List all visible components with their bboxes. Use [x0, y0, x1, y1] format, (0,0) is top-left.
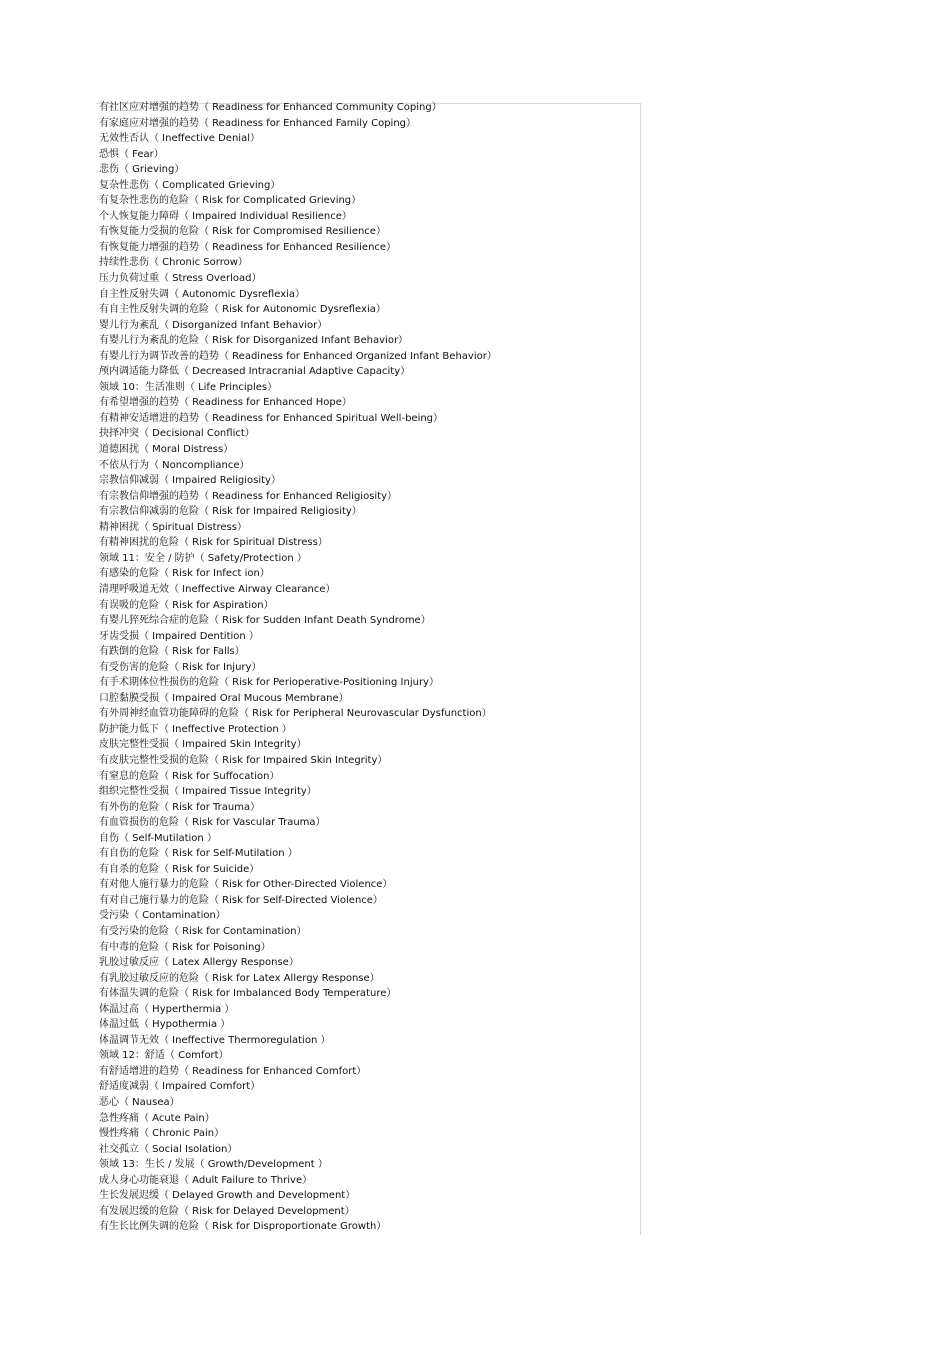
list-item: 有外周神经血管功能障碍的危险（ Risk for Peripheral Neurovascular Dysfunction） [99, 708, 492, 720]
list-item: 抉择冲突（ Decisional Conflict） [99, 428, 255, 440]
list-item: 生长发展迟缓（ Delayed Growth and Development） [99, 1190, 356, 1202]
list-item: 慢性疼痛（ Chronic Pain） [99, 1128, 225, 1140]
list-item: 有感染的危险（ Risk for Infect ion） [99, 568, 270, 580]
list-item: 道德困扰（ Moral Distress） [99, 444, 234, 456]
list-item: 有误吸的危险（ Risk for Aspiration） [99, 599, 274, 611]
list-item: 悲伤（ Grieving） [99, 164, 185, 176]
list-item: 口腔黏膜受损（ Impaired Oral Mucous Membrane） [99, 692, 349, 704]
list-item: 有皮肤完整性受损的危险（ Risk for Impaired Skin Integrity） [99, 754, 388, 766]
list-item: 社交孤立（ Social Isolation） [99, 1143, 238, 1155]
list-item: 有婴儿猝死综合症的危险（ Risk for Sudden Infant Death Syndrome） [99, 615, 431, 627]
list-item: 宗教信仰减弱（ Impaired Religiosity） [99, 475, 281, 487]
list-item: 有生长比例失调的危险（ Risk for Disproportionate Growth） [99, 1221, 387, 1233]
list-item: 无效性否认（ Ineffective Denial） [99, 133, 260, 145]
list-item: 急性疼痛（ Acute Pain） [99, 1112, 215, 1124]
list-item: 有精神安适增进的趋势（ Readiness for Enhanced Spiritual Well-being） [99, 412, 444, 424]
list-item: 持续性悲伤（ Chronic Sorrow） [99, 257, 248, 269]
list-item: 有婴儿行为调节改善的趋势（ Readiness for Enhanced Organized Infant Behavior） [99, 350, 497, 362]
list-item: 恐惧（ Fear） [99, 148, 164, 160]
list-item: 领域 10：生活准则（ Life Principles） [99, 381, 278, 393]
list-item: 有恢复能力增强的趋势（ Readiness for Enhanced Resilience） [99, 241, 397, 253]
list-item: 有宗教信仰增强的趋势（ Readiness for Enhanced Religiosity） [99, 490, 398, 502]
list-item: 有精神困扰的危险（ Risk for Spiritual Distress） [99, 537, 328, 549]
list-item: 体温过低（ Hypothermia ） [99, 1019, 231, 1031]
list-item: 有婴儿行为紊乱的危险（ Risk for Disorganized Infant Behavior） [99, 335, 409, 347]
list-item: 自主性反射失调（ Autonomic Dysreflexia） [99, 288, 306, 300]
list-item: 有社区应对增强的趋势（ Readiness for Enhanced Community Coping） [99, 102, 442, 113]
list-item: 恶心（ Nausea） [99, 1097, 180, 1108]
list-item: 有体温失调的危险（ Risk for Imbalanced Body Temperature） [99, 988, 397, 1000]
list-item: 体温调节无效（ Ineffective Thermoregulation ） [99, 1034, 331, 1046]
list-item: 婴儿行为紊乱（ Disorganized Infant Behavior） [99, 319, 328, 331]
list-item: 有自伤的危险（ Risk for Self-Mutilation ） [99, 848, 298, 860]
list-item: 领域 13：生长 / 发展（ Growth/Development ） [99, 1159, 328, 1171]
list-item: 清理呼吸道无效（ Ineffective Airway Clearance） [99, 583, 336, 595]
list-item: 复杂性悲伤（ Complicated Grieving） [99, 179, 281, 191]
list-item: 有复杂性悲伤的危险（ Risk for Complicated Grieving） [99, 195, 362, 207]
list-item: 个人恢复能力障碍（ Impaired Individual Resilience） [99, 210, 352, 222]
list-item: 牙齿受损（ Impaired Dentition ） [99, 630, 259, 642]
list-item: 有受污染的危险（ Risk for Contamination） [99, 925, 307, 937]
list-item: 有自杀的危险（ Risk for Suicide） [99, 863, 260, 875]
list-item: 有恢复能力受损的危险（ Risk for Compromised Resilience） [99, 226, 386, 238]
list-item: 有自主性反射失调的危险（ Risk for Autonomic Dysreflexia） [99, 304, 386, 316]
list-item: 有对自己施行暴力的危险（ Risk for Self-Directed Violence） [99, 894, 383, 906]
list-item: 颅内调适能力降低（ Decreased Intracranial Adaptive Capacity） [99, 366, 411, 378]
list-item: 领域 11：安全 / 防护（ Safety/Protection ） [99, 552, 307, 564]
list-item: 有宗教信仰减弱的危险（ Risk for Impaired Religiosity） [99, 506, 362, 518]
list-item: 受污染（ Contamination） [99, 910, 226, 922]
list-item: 有外伤的危险（ Risk for Trauma） [99, 801, 261, 813]
list-item: 舒适度减弱（ Impaired Comfort） [99, 1081, 261, 1093]
list-item: 有乳胶过敏反应的危险（ Risk for Latex Allergy Response） [99, 972, 380, 984]
list-item: 有窒息的危险（ Risk for Suffocation） [99, 770, 280, 782]
list-item: 精神困扰（ Spiritual Distress） [99, 521, 247, 533]
list-item: 体温过高（ Hyperthermia ） [99, 1003, 235, 1015]
list-item: 领域 12：舒适（ Comfort） [99, 1050, 229, 1062]
list-item: 有受伤害的危险（ Risk for Injury） [99, 661, 262, 673]
list-item: 有手术期体位性损伤的危险（ Risk for Perioperative-Positioning Injury） [99, 677, 439, 689]
list-item: 有中毒的危险（ Risk for Poisoning） [99, 941, 271, 953]
list-item: 乳胶过敏反应（ Latex Allergy Response） [99, 957, 299, 969]
list-item: 有跌倒的危险（ Risk for Falls） [99, 646, 245, 658]
list-item: 有发展迟缓的危险（ Risk for Delayed Development） [99, 1205, 355, 1217]
list-item: 自伤（ Self-Mutilation ） [99, 832, 217, 844]
list-item: 有希望增强的趋势（ Readiness for Enhanced Hope） [99, 397, 352, 409]
diagnosis-list [99, 100, 799, 1235]
list-item: 有家庭应对增强的趋势（ Readiness for Enhanced Family Coping） [99, 117, 417, 129]
list-item: 组织完整性受损（ Impaired Tissue Integrity） [99, 786, 317, 798]
list-item: 不依从行为（ Noncompliance） [99, 459, 250, 471]
list-item: 有对他人施行暴力的危险（ Risk for Other-Directed Violence） [99, 879, 393, 891]
list-item: 压力负荷过重（ Stress Overload） [99, 273, 262, 285]
list-item: 成人身心功能衰退（ Adult Failure to Thrive） [99, 1174, 313, 1186]
list-item: 皮肤完整性受损（ Impaired Skin Integrity） [99, 739, 307, 751]
list-item: 防护能力低下（ Ineffective Protection ） [99, 723, 292, 735]
list-item: 有舒适增进的趋势（ Readiness for Enhanced Comfort） [99, 1065, 367, 1077]
list-item: 有血管损伤的危险（ Risk for Vascular Trauma） [99, 817, 326, 829]
